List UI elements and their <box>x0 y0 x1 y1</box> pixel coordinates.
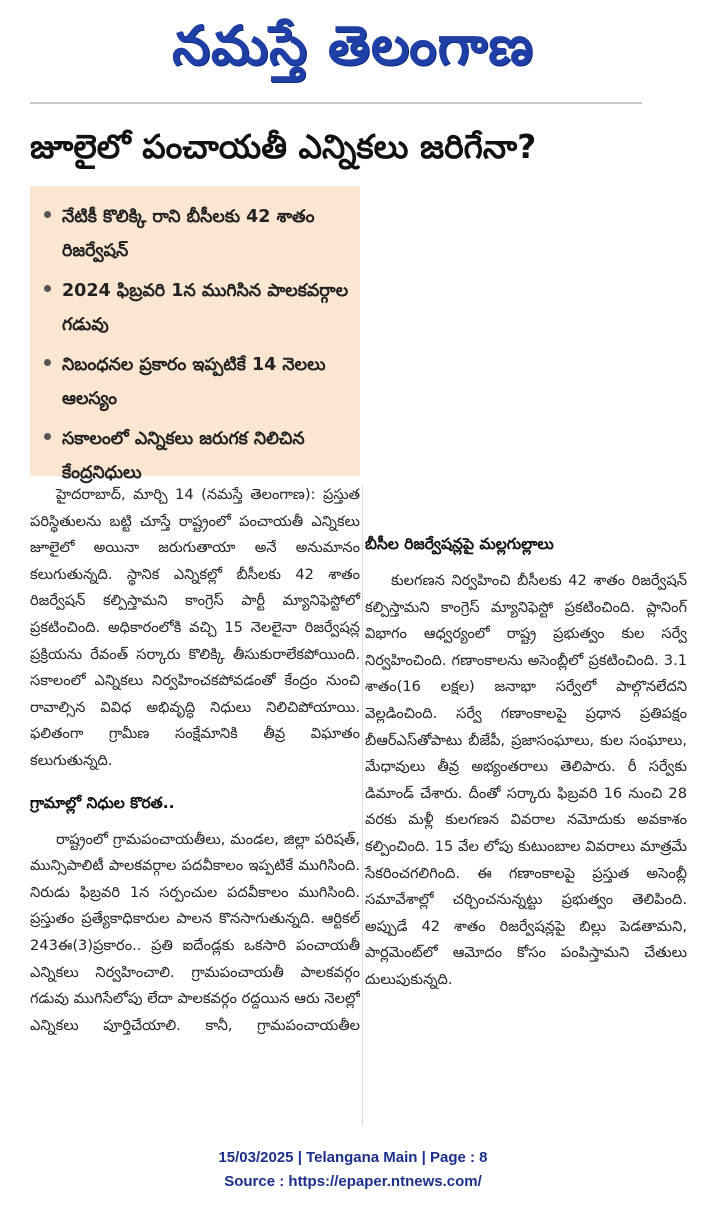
article-paragraph-bc: కులగణన నిర్వహించి బీసీలకు 42 శాతం రిజర్వేషన్ కల్పిస్తామని కాంగ్రెస్ మ్యానిఫెస్టో ప్రకటించింది. ప్లానింగ్ విభాగం ఆధ్వర్యంలో రాష్ట్ర ప్రభుత్వం కుల సర్వే నిర్వహించింది. గణాంకాలను అసెంబ్లీలో ప్రకటించింది. 3.1 శాతం(16 లక్షల) జనాభా సర్వేలో పాల్గొనలేదని వెల్లడించింది. సర్వే గణాంకాలపై ప్రధాన ప్రతిపక్షం బీఆర్ఎస్‌తోపాటు బీజేపీ, ప్రజాసంఘాలు, కుల సంఘాలు, మేధావులు తీవ్ర అభ్యంతరాలు తెలిపారు. రీ సర్వేకు డిమాండ్ చేశారు. దీంతో సర్కారు ఫిబ్రవరి 16 నుంచి 28 వరకు మళ్లీ కులగణన వివరాల నమోదుకు అవకాశం కల్పించింది. 15 వేల లోపు కుటుంబాల వివరాలు మాత్రమే సేకరించగలిగింది. ఈ గణాంకాలపై ప్రస్తుత అసెంబ్లీ సమావేశాల్లో చర్చించనున్నట్టు ప్రభుత్వం తెలిపింది. అప్పుడే 42 శాతం రిజర్వేషన్లపై బిల్లు పెడతామని, పార్లమెంట్‌లో ఆమోదం కోసం పంపిస్తామని చేతులు దులుపుకున్నది. <box>365 572 687 988</box>
highlight-item <box>42 422 352 490</box>
highlight-text: సకాలంలో ఎన్నికలు జరుగక నిలిచిన కేంద్రనిధులు <box>62 429 305 483</box>
masthead-divider <box>30 102 642 104</box>
highlight-text: నిబంధనల ప్రకారం ఇప్పటికే 14 నెలలు ఆలస్యం <box>62 355 326 409</box>
highlight-item <box>42 200 352 268</box>
article-column-right <box>365 178 687 994</box>
bullet-icon <box>44 359 51 366</box>
article-column-left <box>30 482 360 1039</box>
highlights-box <box>30 186 360 483</box>
page-footer <box>0 1146 706 1194</box>
article-paragraph-intro: హైదరాబాద్, మార్చి 14 (నమస్తే తెలంగాణ): ప్రస్తుత పరిస్థితులను బట్టి చూస్తే రాష్ట్రంలో పంచాయతీ ఎన్నికలు జూలైలో అయినా జరుగుతాయా అనే అనుమానం కలుగుతున్నది. స్థానిక ఎన్నికల్లో బీసీలకు 42 శాతం రిజర్వేషన్ కల్పిస్తామని కాంగ్రెస్ పార్టీ మ్యానిఫెస్టోలో ప్రకటించింది. అధికారంలోకి వచ్చి 15 నెలలైనా రిజర్వేషన్ల ప్రక్రియను రేవంత్ సర్కారు కొలిక్కి తీసుకురాలేకపోయింది. సకాలంలో ఎన్నికలు నిర్వహించకపోవడంతో కేంద్రం నుంచి రావాల్సిన వివిధ అభివృద్ధి నిధులు నిలిచిపోయాయి. ఫలితంగా గ్రామీణ సంక్షేమానికి తీవ్ర విఘాతం కలుగుతున్నది. <box>30 486 360 769</box>
bullet-icon <box>44 285 51 292</box>
highlights-list <box>30 186 360 490</box>
article-paragraph-elections: రాష్ట్రంలో గ్రామపంచాయతీలు, మండల, జిల్లా పరిషత్, మున్సిపాలిటీ పాలకవర్గాల పదవీకాలం ఇప్పటికే ముగిసింది. నిరుడు ఫిబ్రవరి 1న సర్పంచుల పదవీకాలం ముగిసింది. ప్రస్తుతం ప్రత్యేకాధికారుల పాలన కొనసాగుతున్నది. ఆర్టికల్ 243ఈ(3)ప్రకారం.. ప్రతి ఐదేండ్లకు ఒకసారి పంచాయతీ ఎన్నికలు నిర్వహించాలి. గ్రామపంచాయతీ పాలకవర్గం గడువు ముగిసేలోపు లేదా పాలకవర్గం రద్దయిన ఆరు నెలల్లో ఎన్నికలు పూర్తిచేయాలి. కానీ, గ్రామపంచాయతీల <box>30 830 360 1034</box>
masthead-logo: నమస్తే తెలంగాణ <box>172 14 534 77</box>
subheading-bc-reservations: బీసీల రిజర్వేషన్లపై మల్లగుల్లాలు <box>365 535 554 553</box>
bullet-icon <box>44 211 51 218</box>
article-headline: జూలైలో పంచాయతీ ఎన్నికలు జరిగేనా? <box>30 127 537 166</box>
subheading-funds-shortage: గ్రామాల్లో నిధుల కొరత.. <box>30 793 175 812</box>
column-divider <box>362 486 363 1126</box>
highlight-item <box>42 274 352 342</box>
highlight-item <box>42 348 352 416</box>
highlight-text: నేటికీ కొలిక్కి రాని బీసీలకు 42 శాతం రిజర్వేషన్ <box>62 207 315 261</box>
footer-source-link: Source : https://epaper.ntnews.com/ <box>224 1173 482 1190</box>
bullet-icon <box>44 433 51 440</box>
footer-edition-info: 15/03/2025 | Telangana Main | Page : 8 <box>218 1149 488 1166</box>
highlight-text: 2024 ఫిబ్రవరి 1న ముగిసిన పాలకవర్గాల గడువు <box>62 281 349 335</box>
masthead <box>0 0 706 96</box>
